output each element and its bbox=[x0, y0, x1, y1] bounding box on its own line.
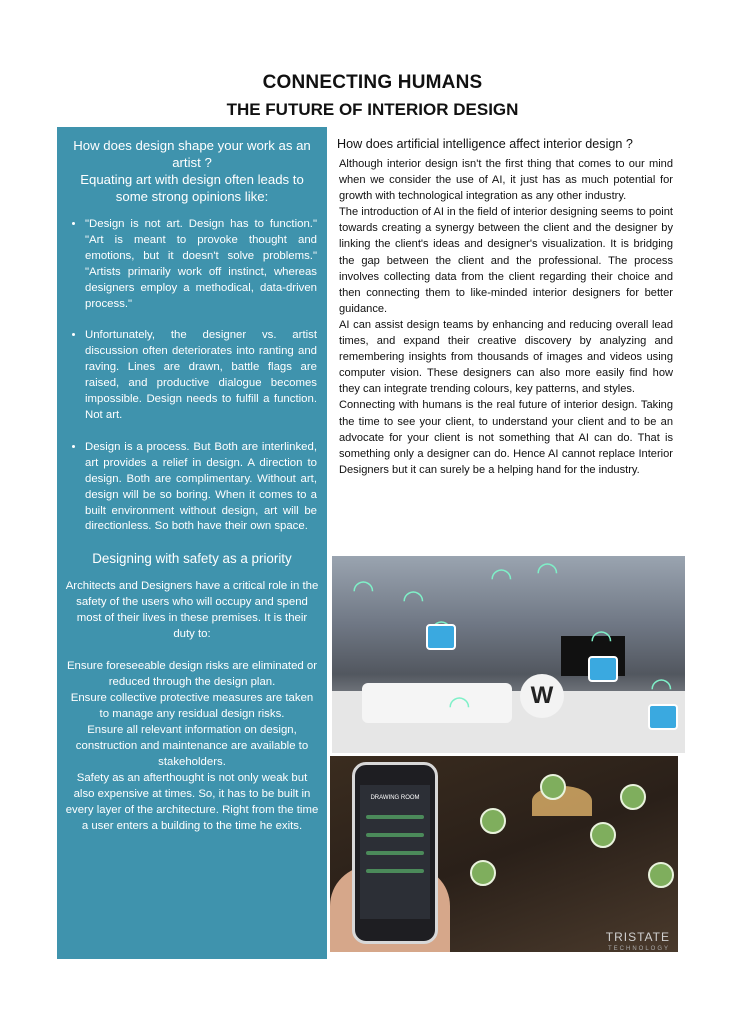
lock-icon bbox=[648, 862, 674, 888]
left-panel-heading: How does design shape your work as an artist ? bbox=[73, 138, 311, 170]
ai-paragraph: AI can assist design teams by enhancing and reducing overall lead times, and expand their creative discovery by analyzing and remembering insights from thousands of images and videos using computer vision. These designers can also more easily find how they can integrate trending colours, key patterns, and styles. bbox=[339, 318, 673, 396]
control-row bbox=[366, 869, 424, 873]
camera-icon bbox=[620, 784, 646, 810]
safety-heading: Designing with safety as a priority bbox=[92, 551, 292, 567]
brand-tagline: TECHNOLOGY bbox=[607, 946, 670, 952]
smart-app-image bbox=[330, 756, 678, 952]
wifi-icon: ◠ bbox=[490, 562, 513, 592]
phone-screen bbox=[360, 785, 430, 919]
wifi-icon: ◠ bbox=[402, 584, 425, 614]
alert-icon bbox=[470, 860, 496, 886]
app-title: DRAWING ROOM bbox=[370, 795, 420, 801]
left-panel bbox=[57, 127, 327, 959]
camera-icon bbox=[426, 624, 456, 650]
wifi-icon: ◠ bbox=[590, 624, 613, 654]
sofa bbox=[362, 683, 512, 723]
page-subtitle: THE FUTURE OF INTERIOR DESIGN bbox=[226, 100, 519, 119]
bullet-item: • Design is a process. But Both are interlinked, art provides a relief in design. A direction to design. Both are complimentary. Without art, design will be so boring. When it comes to a built environment without design, art will be directionless. So both have their own space. bbox=[85, 440, 319, 535]
control-row bbox=[366, 815, 424, 819]
safety-paragraph: Architects and Designers have a critical role in the safety of the users who will occupy and spend most of their lives in these premises. It is their duty to: bbox=[65, 580, 319, 641]
duty-item: Ensure collective protective measures are taken to manage any residual design risks. bbox=[70, 692, 314, 721]
duty-item: Ensure foreseeable design risks are eliminated or reduced through the design plan. bbox=[66, 660, 318, 689]
thermometer-icon bbox=[590, 822, 616, 848]
ai-paragraph: The introduction of AI in the field of interior designing seems to point towards creating a synergy between the client and the designer by linking the client's ideas and designer's visualization. It is bridging the gap between the client and the professional. The process involves collecting data from the client regarding their choice and then connecting them to like-minded interior designers for better guidance. bbox=[339, 206, 673, 315]
ai-paragraph: Connecting with humans is the real future of interior design. Taking the time to see your client, to understand your client and to be an advocate for your client is not something that AI can do. That is something only a designer can do. Hence AI cannot replace Interior Designers but it can surely be a helping hand for the industry. bbox=[339, 399, 673, 476]
bullet-list bbox=[65, 217, 319, 535]
right-column bbox=[337, 136, 673, 478]
bulb-icon bbox=[540, 774, 566, 800]
phone bbox=[352, 762, 438, 944]
ai-heading: How does artificial intelligence affect interior design ? bbox=[337, 137, 633, 151]
smart-home-logo: W bbox=[520, 674, 564, 718]
bullet-item: • "Design is not art. Design has to function." "Art is meant to provoke thought and emotions, but it doesn't solve problems." "Artists primarily work off instinct, whereas designers employ a methodical, data-driven process." bbox=[85, 217, 319, 312]
wifi-icon: ◠ bbox=[650, 672, 673, 702]
control-row bbox=[366, 851, 424, 855]
duty-item: Safety as an afterthought is not only weak but also expensive at times. So, it has to be built in every layer of the architecture. Right from the time a user enters a building to the time he exits. bbox=[65, 772, 319, 833]
page-title: CONNECTING HUMANS bbox=[262, 72, 483, 93]
bullet-item: • Unfortunately, the designer vs. artist discussion often deteriorates into ranting and raving. Lines are drawn, battle flags are raised, and productive dialogue becomes impossible. Design needs to fulfill a function. Not art. bbox=[85, 328, 319, 423]
wifi-icon: ◠ bbox=[352, 574, 375, 604]
control-row bbox=[366, 833, 424, 837]
left-panel-intro: Equating art with design often leads to some strong opinions like: bbox=[80, 172, 304, 204]
wifi-icon: ◠ bbox=[536, 556, 559, 586]
radio-icon bbox=[648, 704, 678, 730]
wifi-icon: ◠ bbox=[448, 690, 471, 720]
smart-home-image bbox=[332, 556, 685, 753]
speaker-icon bbox=[588, 656, 618, 682]
ai-text bbox=[337, 156, 673, 478]
ai-paragraph: Although interior design isn't the first thing that comes to our mind when we consider the use of AI, it just has as much potential for growth with technological integration as any other industry. bbox=[339, 158, 673, 203]
brand-logo: TRISTATE bbox=[605, 930, 670, 944]
duty-item: Ensure all relevant information on design, construction and maintenance are available to stakeholders. bbox=[75, 724, 309, 769]
light-icon bbox=[480, 808, 506, 834]
